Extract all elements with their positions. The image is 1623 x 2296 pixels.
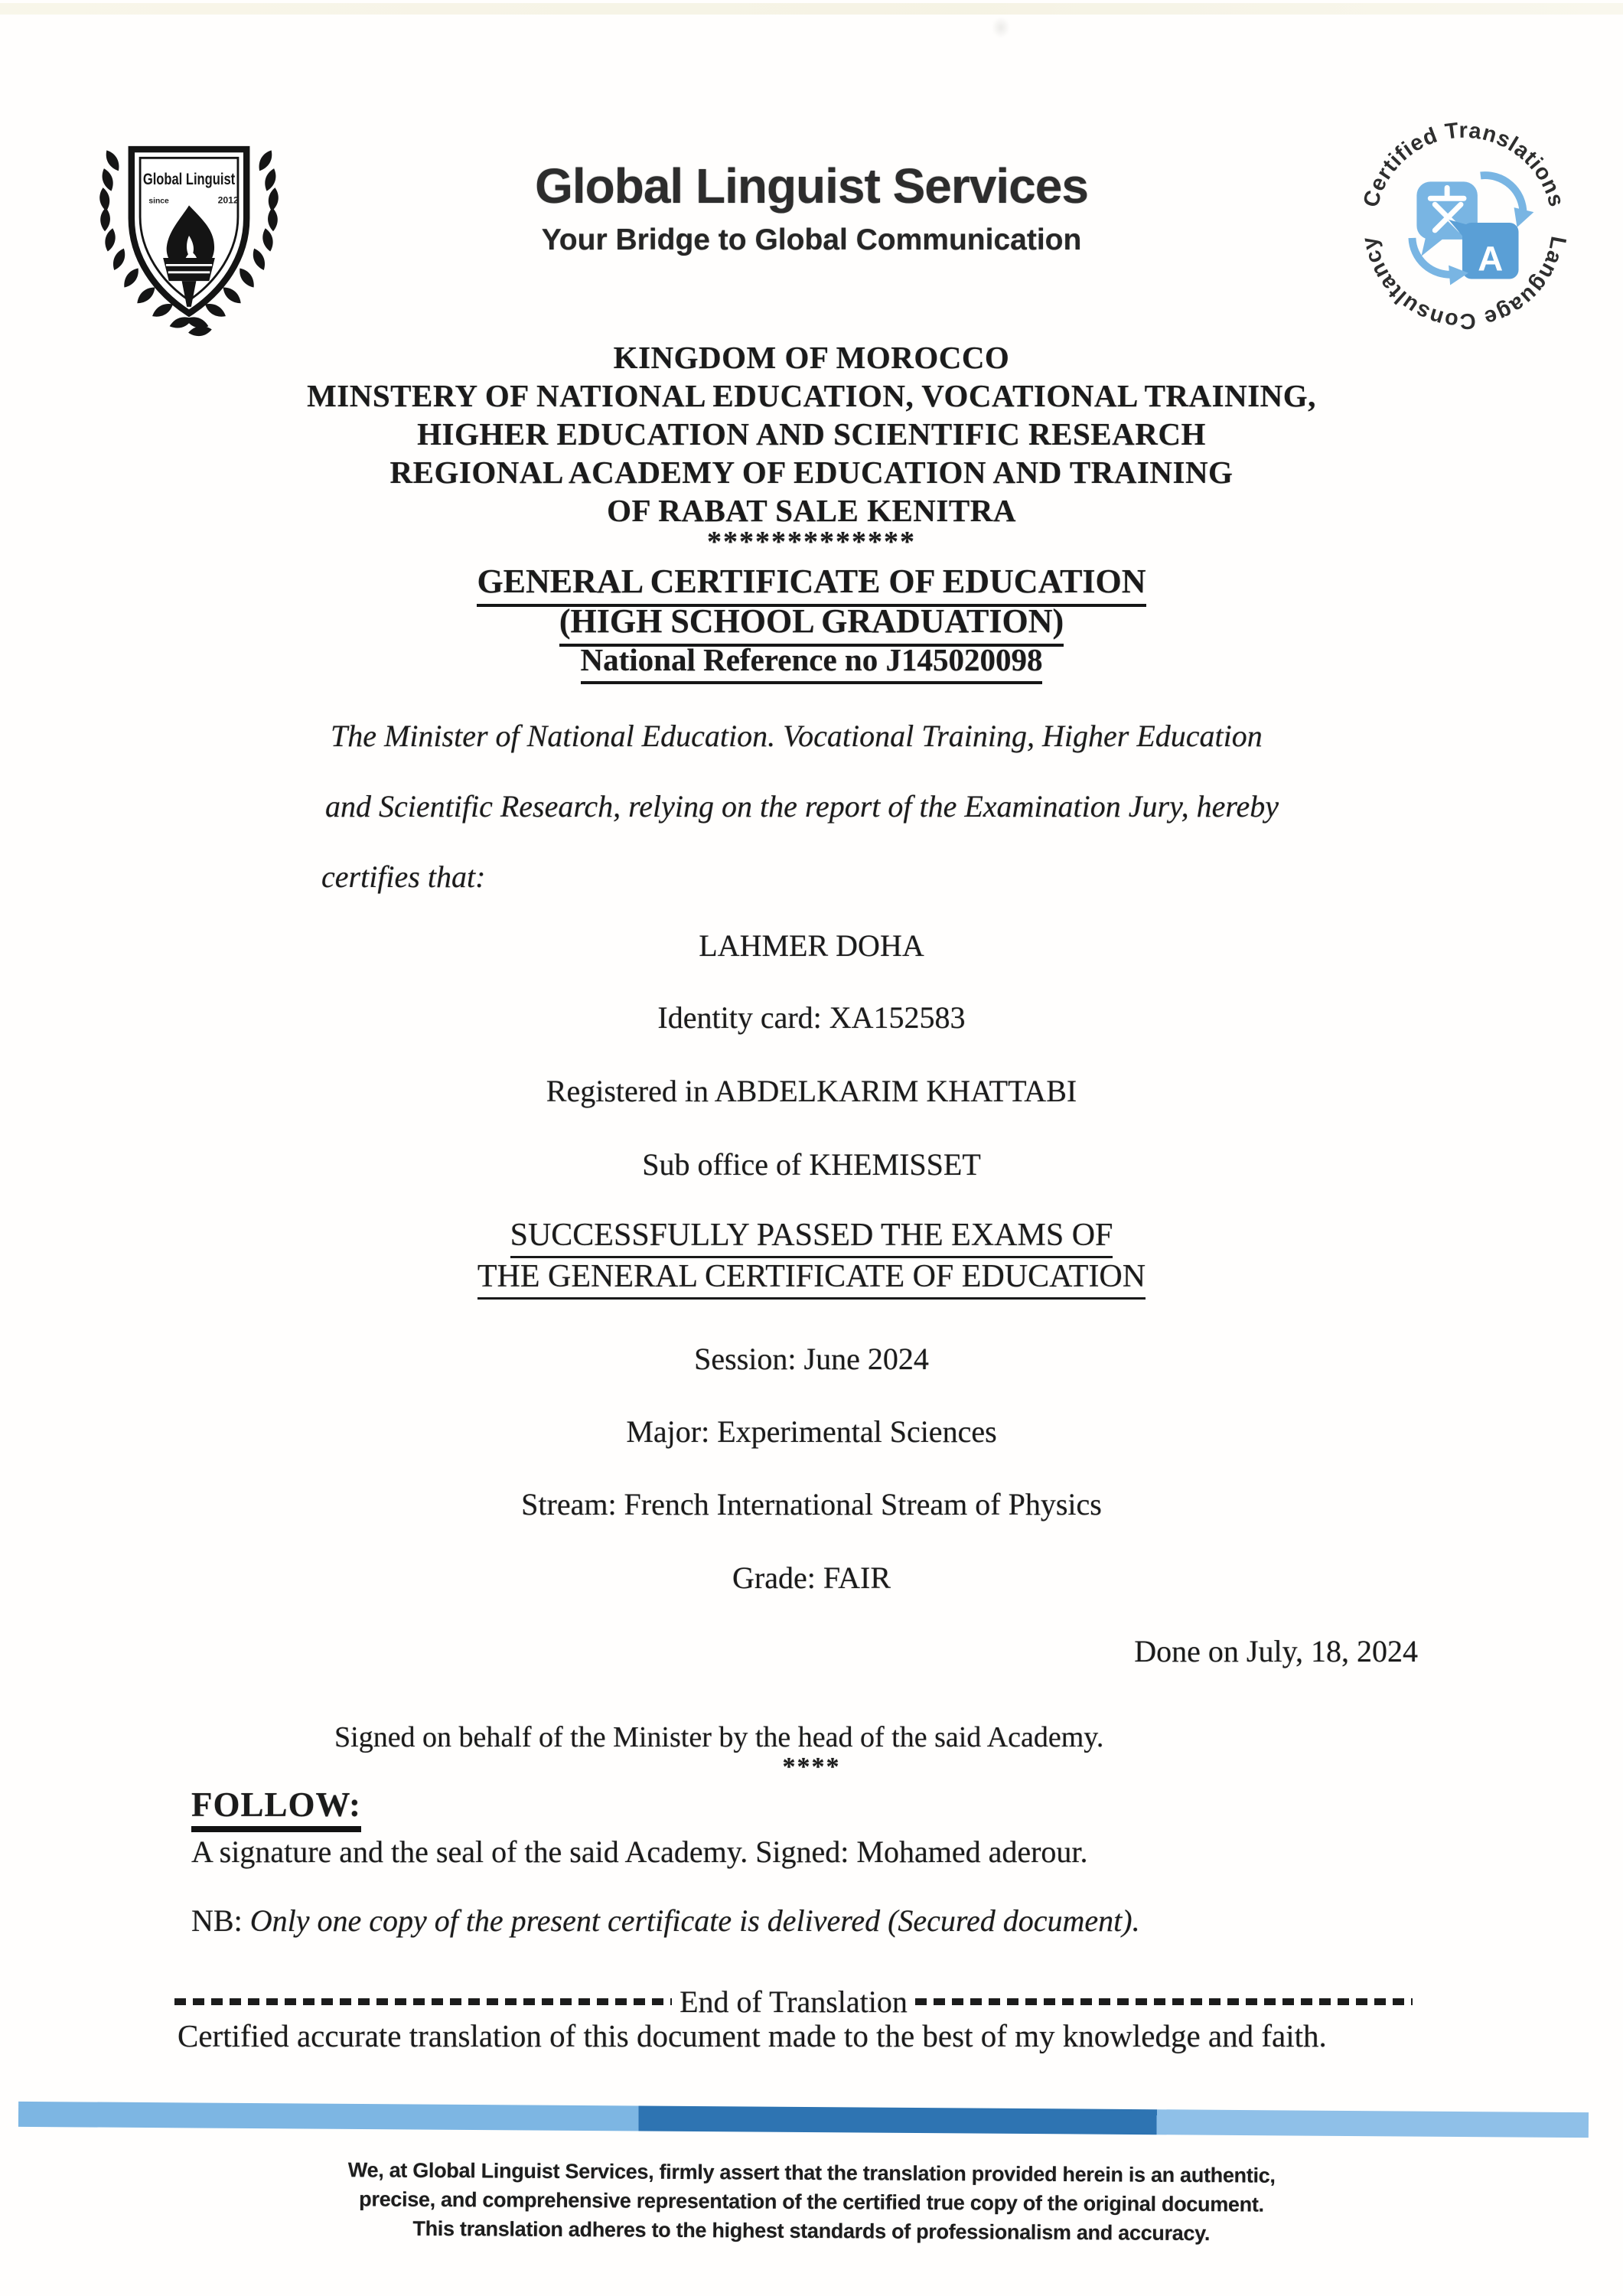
footer-line: precise, and comprehensive representation of the certified true copy of the original document. — [359, 2187, 1264, 2216]
dash-rule-right — [915, 1998, 1413, 2005]
national-reference: National Reference no J145020098 — [0, 641, 1623, 684]
company-tagline: Your Bridge to Global Communication — [541, 223, 1082, 256]
passed-statement-line: THE GENERAL CERTIFICATE OF EDUCATION — [0, 1258, 1623, 1300]
intro-line: The Minister of National Education. Vocational Training, Higher Education — [331, 719, 1263, 753]
intro-line: certifies that: — [321, 859, 486, 894]
sub-office: Sub office of KHEMISSET — [642, 1147, 981, 1182]
footer-disclaimer — [0, 2154, 1623, 2251]
footer-line: This translation adheres to the highest standards of professionalism and accuracy. — [412, 2216, 1211, 2245]
nb-label: NB: — [191, 1903, 243, 1938]
scan-smudge-artifact — [992, 17, 1010, 38]
crest-wordmark: Global Linguist — [142, 169, 236, 189]
end-of-translation-rule — [174, 1984, 1413, 2020]
star-separator: ************* — [707, 526, 916, 558]
stamp-arc-top-text: Certified Translations — [1358, 118, 1569, 210]
follow-label: FOLLOW: — [191, 1785, 361, 1832]
dash-rule-left — [174, 1998, 672, 2005]
authority-heading — [0, 338, 1623, 530]
stamp-arc-bottom-text: Language Consultancy — [1357, 234, 1571, 334]
crest-year: 2012 — [217, 194, 239, 206]
star-separator-small: **** — [782, 1753, 841, 1781]
nb-note — [191, 1903, 1140, 1939]
grade: Grade: FAIR — [732, 1561, 891, 1595]
certification-statement: Certified accurate translation of this document made to the best of my knowledge and faith. — [178, 2018, 1327, 2053]
student-name: LAHMER DOHA — [699, 928, 924, 963]
company-title: Global Linguist Services — [535, 158, 1088, 214]
scan-edge-artifact — [0, 3, 1623, 15]
authority-line: REGIONAL ACADEMY OF EDUCATION AND TRAINING — [389, 455, 1234, 490]
stream: Stream: French International Stream of Physics — [521, 1487, 1102, 1521]
session: Session: June 2024 — [694, 1342, 929, 1376]
passed-statement-line: SUCCESSFULLY PASSED THE EXAMS OF — [0, 1217, 1623, 1258]
registered-in: Registered in ABDELKARIM KHATTABI — [546, 1074, 1077, 1108]
document-title: GENERAL CERTIFICATE OF EDUCATION — [0, 562, 1623, 607]
done-on-date: Done on July, 18, 2024 — [1134, 1634, 1418, 1668]
translate-icon — [1412, 175, 1533, 285]
footer-line: We, at Global Linguist Services, firmly assert that the translation provided herein is an authentic, — [347, 2158, 1276, 2187]
document-subtitle: (HIGH SCHOOL GRADUATION) — [0, 602, 1623, 647]
end-of-translation-label: End of Translation — [680, 1985, 908, 2019]
major: Major: Experimental Sciences — [626, 1414, 997, 1449]
authority-line: HIGHER EDUCATION AND SCIENTIFIC RESEARCH — [417, 416, 1206, 452]
footer-accent-band — [18, 2102, 1589, 2138]
signed-statement: Signed on behalf of the Minister by the head of the said Academy. — [334, 1721, 1104, 1753]
nb-text: Only one copy of the present certificate is delivered (Secured document). — [242, 1903, 1140, 1938]
global-linguist-crest-icon — [81, 107, 297, 337]
authority-line: KINGDOM OF MOROCCO — [613, 340, 1010, 375]
authority-line: OF RABAT SALE KENITRA — [607, 493, 1016, 528]
intro-line: and Scientific Research, relying on the report of the Examination Jury, hereby — [325, 789, 1279, 823]
identity-card: Identity card: XA152583 — [657, 1000, 966, 1035]
latin-glyph: A — [1478, 239, 1504, 279]
authority-line: MINSTERY OF NATIONAL EDUCATION, VOCATIONAL TRAINING, — [307, 378, 1316, 413]
certified-translations-stamp — [1350, 112, 1578, 340]
crest-since-label: since — [148, 197, 169, 206]
follow-text: A signature and the seal of the said Academy. Signed: Mohamed aderour. — [191, 1835, 1088, 1869]
